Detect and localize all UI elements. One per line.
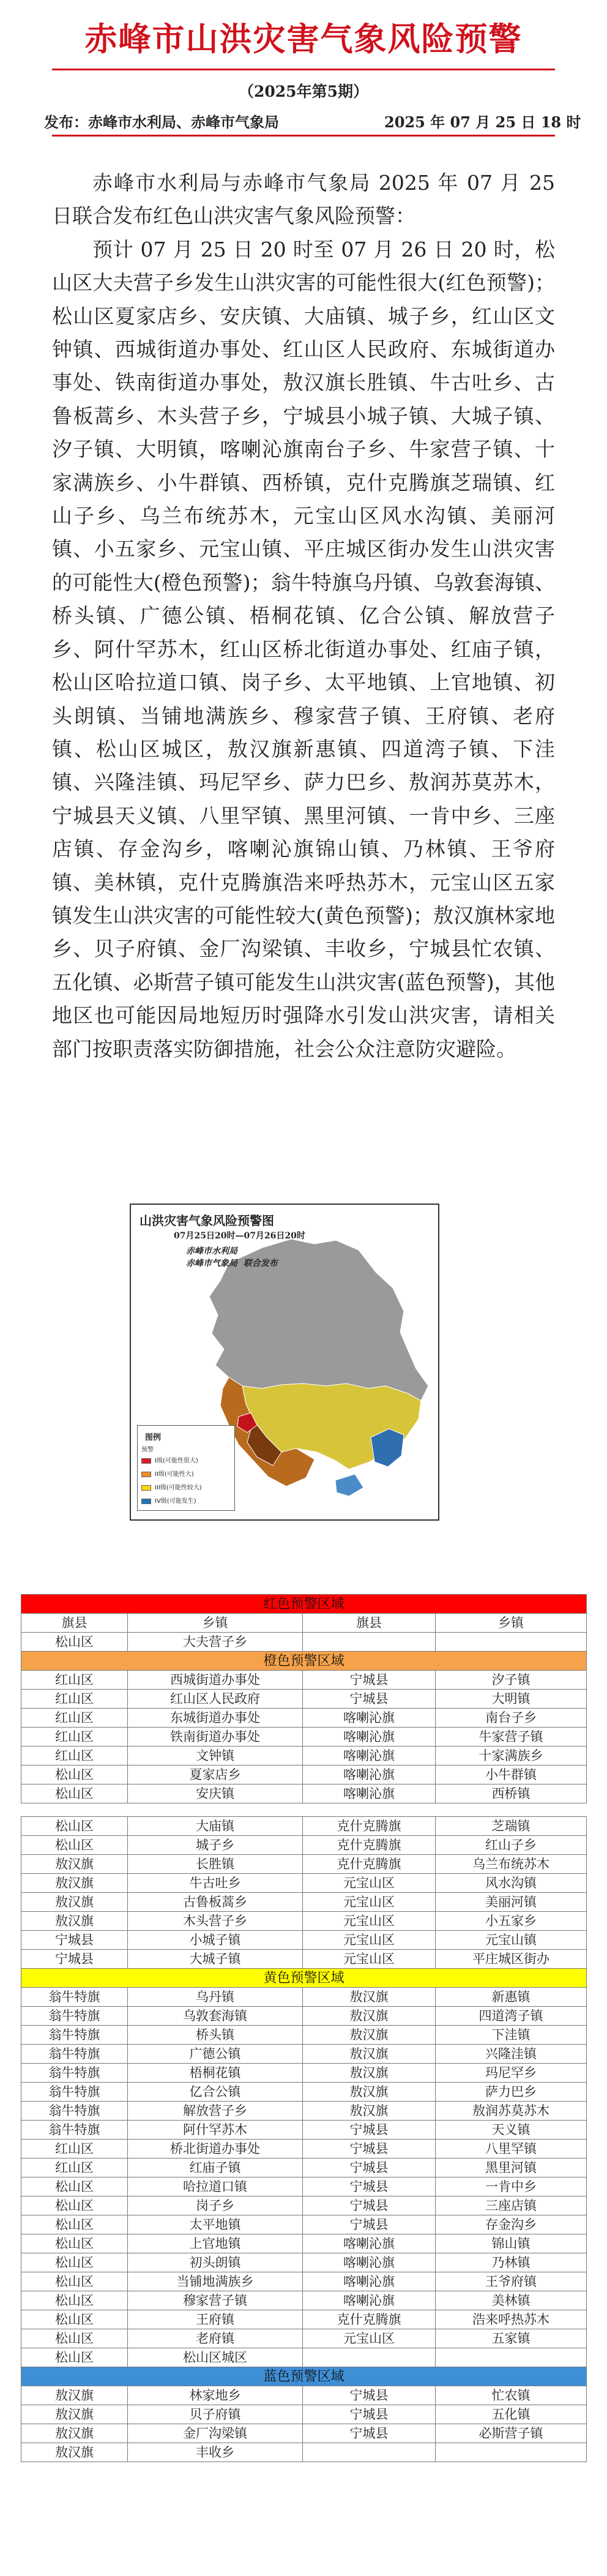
table-row [21,2386,587,2405]
table-cell [303,1633,436,1652]
table-cell: 乌敦套海镇 [128,2007,303,2026]
table-cell: 红山子乡 [436,1836,587,1855]
map-subtitle: 07月25日20时—07月26日20时 [174,1231,305,1241]
table-row [21,2405,587,2424]
table-cell: 亿合公镇 [128,2083,303,2102]
table-cell: 安庆镇 [128,1784,303,1803]
table-row [21,1784,587,1803]
table-cell: 萨力巴乡 [436,2083,587,2102]
publish-time: 2025 年 07 月 25 日 18 时 [384,113,581,131]
table-cell [303,2348,436,2367]
table-cell: 松山区城区 [128,2348,303,2367]
table-cell: 解放营子乡 [128,2102,303,2121]
map-publisher [186,1245,278,1270]
table-cell: 芝瑞镇 [436,1817,587,1836]
table-cell: 五化镇 [436,2405,587,2424]
map-title: 山洪灾害气象风险预警图 [140,1213,274,1228]
table-row [21,2102,587,2121]
warning-body [52,167,555,1066]
table-cell: 玛尼罕乡 [436,2064,587,2083]
table-cell: 广德公镇 [128,2045,303,2064]
table-cell: 牛古吐乡 [128,1874,303,1893]
warning-table-body [21,1595,587,2462]
table-cell: 忙农镇 [436,2386,587,2405]
table-row [21,2272,587,2291]
table-cell: 大明镇 [436,1690,587,1709]
table-cell: 敖汉旗 [303,2007,436,2026]
legend-item: II级(可能性大) [141,1469,194,1478]
table-cell: 元宝山区 [303,1893,436,1912]
table-cell: 克什克腾旗 [303,1855,436,1874]
table-cell: 敖汉旗 [21,1855,128,1874]
table-cell: 松山区 [21,2253,128,2272]
header-divider [52,135,555,137]
table-cell: 克什克腾旗 [303,1836,436,1855]
table-cell: 西城街道办事处 [128,1671,303,1690]
table-cell: 当铺地满族乡 [128,2272,303,2291]
table-cell: 三座店镇 [436,2196,587,2215]
section-title: 蓝色预警区域 [21,2367,587,2386]
table-cell: 元宝山区 [303,2329,436,2348]
table-cell: 乃林镇 [436,2253,587,2272]
table-cell: 乌兰布统苏木 [436,1855,587,1874]
table-cell: 红山区 [21,2140,128,2159]
section-title: 黄色预警区域 [21,1969,587,1988]
table-row [21,2196,587,2215]
table-row [21,1728,587,1747]
table-cell: 存金沟乡 [436,2215,587,2234]
table-cell: 小五家乡 [436,1912,587,1931]
table-cell: 克什克腾旗 [303,1817,436,1836]
table-row [21,1950,587,1969]
table-cell [303,2443,436,2462]
table-row [21,1633,587,1652]
table-cell: 松山区 [21,2177,128,2196]
table-row [21,1855,587,1874]
table-cell: 宁城县 [303,2424,436,2443]
table-cell: 喀喇沁旗 [303,2253,436,2272]
table-row [21,2424,587,2443]
table-cell: 铁南街道办事处 [128,1728,303,1747]
table-cell: 喀喇沁旗 [303,1784,436,1803]
table-row [21,2329,587,2348]
table-cell: 松山区 [21,1836,128,1855]
table-cell: 松山区 [21,2329,128,2348]
map-pub-line1: 赤峰市水利局 [186,1246,237,1256]
table-cell: 丰收乡 [128,2443,303,2462]
table-cell: 敖汉旗 [21,1874,128,1893]
table-cell: 美林镇 [436,2291,587,2310]
table-cell: 浩来呼热苏木 [436,2310,587,2329]
column-header: 旗县 [21,1614,128,1633]
table-row [21,1817,587,1836]
table-row [21,2083,587,2102]
table-cell: 敖润苏莫苏木 [436,2102,587,2121]
table-cell: 翁牛特旗 [21,2121,128,2140]
table-row [21,2045,587,2064]
table-cell: 穆家营子镇 [128,2291,303,2310]
publisher: 发布：赤峰市水利局、赤峰市气象局 [44,113,279,131]
column-header: 乡镇 [128,1614,303,1633]
section-header-yellow [21,1969,587,1988]
table-cell: 宁城县 [21,1950,128,1969]
legend-item: I级(可能性很大) [141,1455,198,1464]
title-divider [52,69,555,70]
table-cell: 南台子乡 [436,1709,587,1728]
gap-cell [21,1803,587,1817]
table-cell: 敖汉旗 [303,2083,436,2102]
table-cell: 古鲁板蒿乡 [128,1893,303,1912]
table-cell: 红山区 [21,2159,128,2177]
warning-map [130,1204,439,1521]
table-row [21,1893,587,1912]
table-cell: 上官地镇 [128,2234,303,2253]
map-legend [137,1425,235,1511]
table-cell: 小城子镇 [128,1931,303,1950]
table-gap [21,1803,587,1817]
legend-item: IV级(可能发生) [141,1496,196,1505]
table-cell: 敖汉旗 [21,2386,128,2405]
table-cell: 平庄城区街办 [436,1950,587,1969]
table-cell: 喀喇沁旗 [303,1765,436,1784]
table-row [21,2026,587,2045]
table-cell: 喀喇沁旗 [303,2291,436,2310]
table-cell: 翁牛特旗 [21,2045,128,2064]
table-row [21,1874,587,1893]
table-cell: 西桥镇 [436,1784,587,1803]
table-cell: 王爷府镇 [436,2272,587,2291]
legend-item: III级(可能性较大) [141,1482,202,1491]
table-cell: 宁城县 [303,2159,436,2177]
table-cell: 初头朗镇 [128,2253,303,2272]
table-cell: 四道湾子镇 [436,2007,587,2026]
intro-paragraph: 赤峰市水利局与赤峰市气象局 2025 年 07 月 25 日联合发布红色山洪灾害气象风险预警： [52,171,555,228]
table-cell: 贝子府镇 [128,2405,303,2424]
table-cell: 金厂沟梁镇 [128,2424,303,2443]
table-row [21,2007,587,2026]
table-cell: 一肯中乡 [436,2177,587,2196]
table-cell: 敖汉旗 [303,1988,436,2007]
table-cell: 红庙子镇 [128,2159,303,2177]
table-cell: 松山区 [21,2234,128,2253]
table-cell: 桥北街道办事处 [128,2140,303,2159]
table-cell: 太平地镇 [128,2215,303,2234]
table-cell: 阿什罕苏木 [128,2121,303,2140]
table-cell: 宁城县 [303,2405,436,2424]
table-row [21,1836,587,1855]
table-cell: 城子乡 [128,1836,303,1855]
map-pub-joint: 联合发布 [243,1259,278,1268]
table-cell: 下洼镇 [436,2026,587,2045]
table-cell: 宁城县 [303,2121,436,2140]
table-cell: 乌丹镇 [128,1988,303,2007]
table-cell: 翁牛特旗 [21,1988,128,2007]
table-row [21,1988,587,2007]
table-cell: 宁城县 [21,1931,128,1950]
table-row [21,2310,587,2329]
table-cell: 松山区 [21,2272,128,2291]
table-row [21,2177,587,2196]
table-cell: 松山区 [21,1765,128,1784]
table-row [21,2348,587,2367]
table-cell: 桥头镇 [128,2026,303,2045]
table-cell: 哈拉道口镇 [128,2177,303,2196]
table-cell: 汐子镇 [436,1671,587,1690]
warning-table [21,1594,586,2462]
table-cell: 敖汉旗 [303,2064,436,2083]
table-cell: 宁城县 [303,2140,436,2159]
table-cell: 喀喇沁旗 [303,2234,436,2253]
table-cell: 敖汉旗 [21,1893,128,1912]
table-cell: 翁牛特旗 [21,2083,128,2102]
table-cell: 红山区 [21,1709,128,1728]
table-cell: 松山区 [21,2215,128,2234]
table-cell: 敖汉旗 [303,2102,436,2121]
table-cell: 八里罕镇 [436,2140,587,2159]
table-cell: 红山区 [21,1747,128,1765]
table-cell: 翁牛特旗 [21,2007,128,2026]
table-cell: 宁城县 [303,1671,436,1690]
table-cell: 翁牛特旗 [21,2064,128,2083]
table-cell: 王府镇 [128,2310,303,2329]
table-cell: 克什克腾旗 [303,2310,436,2329]
table-cell: 梧桐花镇 [128,2064,303,2083]
table-cell: 松山区 [21,1784,128,1803]
table-cell: 敖汉旗 [21,2443,128,2462]
table-cell: 松山区 [21,1817,128,1836]
map-pub-line2-row [186,1257,278,1270]
table-cell: 敖汉旗 [21,1912,128,1931]
table-cell: 小牛群镇 [436,1765,587,1784]
table-cell [436,1633,587,1652]
section-header-orange [21,1652,587,1671]
table-row [21,2121,587,2140]
table-cell: 风水沟镇 [436,1874,587,1893]
table-row [21,2234,587,2253]
table-cell [436,2443,587,2462]
section-header-blue [21,2367,587,2386]
table-cell: 松山区 [21,2196,128,2215]
table-cell: 松山区 [21,2310,128,2329]
table-cell: 元宝山镇 [436,1931,587,1950]
table-cell: 松山区 [21,1633,128,1652]
legend-swatch [141,1499,151,1504]
table-cell: 大城子镇 [128,1950,303,1969]
legend-swatch [141,1472,151,1477]
table-cell: 敖汉旗 [303,2026,436,2045]
table-cell: 天义镇 [436,2121,587,2140]
table-cell: 牛家营子镇 [436,1728,587,1747]
table-cell [436,2348,587,2367]
table-cell: 老府镇 [128,2329,303,2348]
table-cell: 宁城县 [303,2215,436,2234]
map-pub-line2: 赤峰市气象局 [186,1259,237,1268]
table-cell: 红山区 [21,1690,128,1709]
table-cell: 敖汉旗 [21,2424,128,2443]
map-region-blue-south [335,1474,363,1496]
table-row [21,2064,587,2083]
table-cell: 夏家店乡 [128,1765,303,1784]
table-row [21,1931,587,1950]
table-row [21,2159,587,2177]
table-cell: 新惠镇 [436,1988,587,2007]
table-cell: 林家地乡 [128,2386,303,2405]
table-cell: 喀喇沁旗 [303,1728,436,1747]
table-row [21,2215,587,2234]
table-cell: 文钟镇 [128,1747,303,1765]
table-cell: 喀喇沁旗 [303,1747,436,1765]
table-cell: 元宝山区 [303,1912,436,1931]
table-row [21,1709,587,1728]
page-title: 赤峰市山洪灾害气象风险预警 [84,20,523,58]
table-cell: 宁城县 [303,2177,436,2196]
section-title: 红色预警区域 [21,1595,587,1614]
table-cell: 大夫营子乡 [128,1633,303,1652]
legend-title: 图例 [145,1433,162,1442]
table-cell: 长胜镇 [128,1855,303,1874]
table-row [21,2253,587,2272]
table-cell: 红山区人民政府 [128,1690,303,1709]
column-header: 乡镇 [436,1614,587,1633]
table-cell: 宁城县 [303,2196,436,2215]
table-cell: 敖汉旗 [303,2045,436,2064]
table-row [21,1747,587,1765]
column-header-row [21,1614,587,1633]
table-cell: 东城街道办事处 [128,1709,303,1728]
table-cell: 红山区 [21,1728,128,1747]
column-header: 旗县 [303,1614,436,1633]
table-cell: 必斯营子镇 [436,2424,587,2443]
table-row [21,1690,587,1709]
detail-paragraph: 预计 07 月 25 日 20 时至 07 月 26 日 20 时，松山区大夫营子乡发生山洪灾害的可能性很大(红色预警)；松山区夏家店乡、安庆镇、大庙镇、城子乡，红山区文钟镇、西城街道办事处、红山区人民政府、东城街道办事处、铁南街道办事处，敖汉旗长胜镇、牛古吐乡、古鲁板蒿乡、木头营子乡，宁城县小城子镇、大城子镇、汐子镇、大明镇，喀喇沁旗南台子乡、牛家营子镇、十家满族乡、小牛群镇、西桥镇，克什克腾旗芝瑞镇、红山子乡、乌兰布统苏木，元宝山区风水沟镇、美丽河镇、小五家乡、元宝山镇、平庄城区街办发生山洪灾害的可能性大(橙色预警)；翁牛特旗乌丹镇、乌敦套海镇、桥头镇、广德公镇、梧桐花镇、亿合公镇、解放营子乡、阿什罕苏木，红山区桥北街道办事处、红庙子镇，松山区哈拉道口镇、岗子乡、太平地镇、上官地镇、初头朗镇、当铺地满族乡、穆家营子镇、王府镇、老府镇、松山区城区，敖汉旗新惠镇、四道湾子镇、下洼镇、兴隆洼镇、玛尼罕乡、萨力巴乡、敖润苏莫苏木，宁城县天义镇、八里罕镇、黑里河镇、一肯中乡、三座店镇、存金沟乡，喀喇沁旗锦山镇、乃林镇、王爷府镇、美林镇，克什克腾旗浩来呼热苏木，元宝山区五家镇发生山洪灾害的可能性较大(黄色预警)；敖汉旗林家地乡、贝子府镇、金厂沟梁镇、丰收乡，宁城县忙农镇、五化镇、必斯营子镇可能发生山洪灾害(蓝色预警)，其他地区也可能因局地短历时强降水引发山洪灾害，请相关部门按职责落实防御措施，社会公众注意防灾避险。 [52,237,555,1061]
table-cell: 锦山镇 [436,2234,587,2253]
section-title: 橙色预警区域 [21,1652,587,1671]
table-row [21,1765,587,1784]
table-row [21,2140,587,2159]
legend-swatch [141,1458,151,1464]
table-cell: 翁牛特旗 [21,2102,128,2121]
section-header-red [21,1595,587,1614]
table-cell: 松山区 [21,2348,128,2367]
table-row [21,2443,587,2462]
table-cell: 十家满族乡 [436,1747,587,1765]
table-cell: 敖汉旗 [21,2405,128,2424]
table-cell: 喀喇沁旗 [303,2272,436,2291]
table-cell: 红山区 [21,1671,128,1690]
table-row [21,1912,587,1931]
table-cell: 宁城县 [303,1690,436,1709]
table-cell: 元宝山区 [303,1950,436,1969]
table-cell: 木头营子乡 [128,1912,303,1931]
table-cell: 翁牛特旗 [21,2026,128,2045]
table-cell: 美丽河镇 [436,1893,587,1912]
table-cell: 喀喇沁旗 [303,1709,436,1728]
issue-number: （2025年第5期） [239,83,368,100]
table-row [21,2291,587,2310]
table-row [21,1671,587,1690]
table-cell: 大庙镇 [128,1817,303,1836]
table-cell: 岗子乡 [128,2196,303,2215]
table-cell: 元宝山区 [303,1874,436,1893]
table-cell: 元宝山区 [303,1931,436,1950]
table-cell: 松山区 [21,2291,128,2310]
table-cell: 兴隆洼镇 [436,2045,587,2064]
table-cell: 黑里河镇 [436,2159,587,2177]
legend-swatch [141,1485,151,1491]
table-cell: 宁城县 [303,2386,436,2405]
table-cell: 五家镇 [436,2329,587,2348]
legend-heading: 预警 [141,1447,154,1453]
